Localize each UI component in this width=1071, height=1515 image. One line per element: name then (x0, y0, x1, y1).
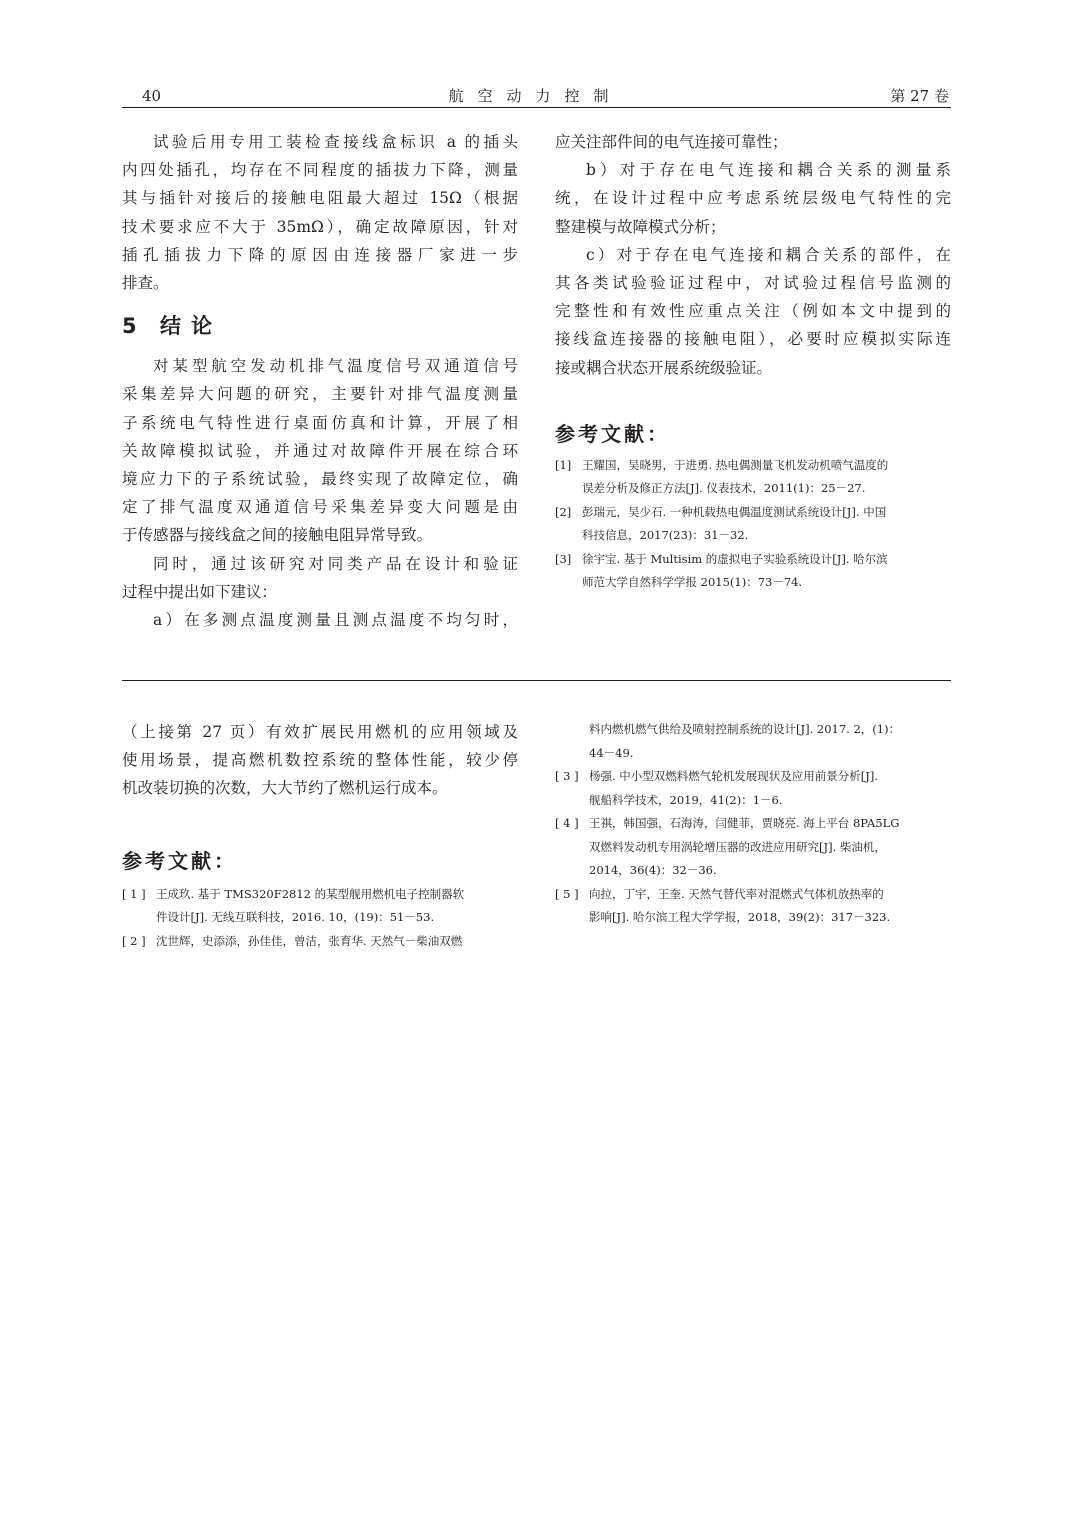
text-line: c）对于存在电气连接和耦合关系的部件，在 (586, 245, 951, 264)
article1-left-column (122, 128, 518, 634)
reference-text: 科技信息，2017(23)：31－32. (582, 528, 749, 543)
reference-item (122, 930, 518, 954)
text-line: （上接第 27 页）有效扩展民用燃机的应用领域及 (122, 723, 518, 741)
reference-item-continued (555, 718, 951, 765)
reference-text: 双燃料发动机专用涡轮增压器的改进应用研究[J]. 柴油机， (589, 839, 886, 854)
reference-item (555, 454, 951, 501)
volume-label: 第 27 卷 (890, 87, 949, 105)
journal-title: 航空动力控制 (448, 87, 623, 105)
reference-item (555, 501, 951, 548)
text-line: 其与插针对接后的接触电阻最大超过 15Ω（根据 (122, 189, 518, 208)
text-line: 插孔插拔力下降的原因由连接器厂家进一步 (122, 245, 518, 264)
text-line: 子系统电气特性进行桌面仿真和计算，开展了相 (122, 413, 518, 432)
text-line: 整建模与故障模式分析； (555, 217, 726, 236)
section-heading (122, 312, 518, 340)
page-number: 40 (142, 87, 162, 105)
reference-item (555, 765, 951, 812)
article2-left-column (122, 718, 518, 953)
paragraph-suggestions (122, 550, 518, 606)
reference-text: 2014，36(4)：32－36. (589, 863, 717, 877)
reference-text: 王祺，韩国强，石海涛，闫健菲，贾晓亮. 海上平台 8PA5LG (589, 816, 900, 830)
text-line: 完整性和有效性应重点关注（例如本文中提到的 (555, 302, 951, 321)
reference-text: 杨强. 中小型双燃料燃气轮机发展现状及应用前景分析[J]. (589, 769, 879, 783)
reference-list (555, 454, 951, 595)
text-line: 统，在设计过程中应考虑系统层级电气特性的完 (555, 189, 951, 208)
reference-text: 44－49. (589, 745, 634, 760)
reference-item (122, 883, 518, 930)
reference-number: [1] (555, 457, 572, 472)
reference-item (555, 883, 951, 930)
reference-list (122, 883, 518, 954)
text-line: 采集差异大问题的研究，主要针对排气温度测量 (122, 385, 518, 404)
text-line: 接线盒连接器的接触电阻），必要时应模拟实际连 (555, 330, 951, 349)
reference-number: [3] (555, 551, 572, 566)
text-line: 排查。 (122, 274, 169, 293)
reference-number: [ 1 ] (122, 886, 146, 901)
reference-text: 向拉，丁宇，王奎. 天然气替代率对混燃式气体机放热率的 (589, 886, 884, 901)
reference-text: 王耀国，吴晓男，于进勇. 热电偶测量飞机发动机喷气温度的 (582, 457, 889, 472)
text-line: 试验后用专用工装检查接线盒标识 a 的插头 (153, 133, 518, 151)
text-line: 定了排气温度双通道信号采集差异变大问题是由 (122, 498, 518, 517)
text-line: 接或耦合状态开展系统级验证。 (555, 358, 773, 377)
paragraph-continued (122, 718, 518, 803)
text-line: 关故障模拟试验，并通过对故障件开展在综合环 (122, 441, 518, 460)
reference-number: [ 3 ] (555, 769, 579, 783)
references-heading: 参考文献： (122, 848, 237, 873)
reference-text: 师范大学自然科学学报 2015(1)：73－74. (582, 575, 803, 590)
text-line: 其各类试验验证过程中，对试验过程信号监测的 (555, 274, 951, 293)
text-line: 同时，通过该研究对同类产品在设计和验证 (153, 554, 518, 573)
article-separator-rule (122, 680, 951, 681)
text-line: 技术要求应不大于 35mΩ），确定故障原因，针对 (122, 217, 518, 236)
reference-text: 件设计[J]. 无线互联科技，2016. 10，(19)：51－53. (156, 910, 435, 925)
reference-number: [ 5 ] (555, 886, 579, 901)
section-number: 5 (122, 314, 137, 339)
reference-text: 王成玖. 基于 TMS320F2812 的某型舰用燃机电子控制器软 (156, 886, 465, 901)
reference-text: 影响[J]. 哈尔滨工程大学学报，2018，39(2)：317－323. (589, 910, 891, 924)
list-item-b (555, 156, 951, 241)
reference-text: 徐宇宝. 基于 Multisim 的虚拟电子实验系统设计[J]. 哈尔滨 (582, 551, 888, 566)
list-item-c (555, 241, 951, 382)
list-item-a-continued: 应关注部件间的电气连接可靠性； (555, 133, 788, 151)
text-line: 使用场景，提高燃机数控系统的整体性能，较少停 (122, 751, 518, 770)
reference-text: 料内燃机燃气供给及喷射控制系统的设计[J]. 2017. 2，(1)： (589, 722, 901, 736)
text-line: 内四处插孔，均存在不同程度的插拔力下降，测量 (122, 161, 518, 180)
section-title: 结论 (160, 314, 222, 339)
reference-text: 沈世辉，史添添，孙佳佳，曾洁，张育华. 天然气－柴油双燃 (156, 933, 463, 948)
paragraph-test-result (122, 128, 518, 297)
article2-right-column (555, 718, 951, 930)
reference-text: 彭瑞元，吴少石. 一种机载热电偶温度测试系统设计[J]. 中国 (582, 504, 887, 519)
text-line: 境应力下的子系统试验，最终实现了故障定位，确 (122, 470, 518, 489)
header-rule (122, 107, 951, 108)
reference-number: [ 2 ] (122, 933, 146, 948)
list-item-a: a）在多测点温度测量且测点温度不均匀时， (153, 611, 518, 630)
reference-number: [ 4 ] (555, 816, 579, 830)
reference-item (555, 548, 951, 595)
reference-text: 舰船科学技术，2019，41(2)：1－6. (589, 792, 783, 807)
text-line: 过程中提出如下建议： (122, 582, 278, 601)
paragraph-conclusion (122, 352, 518, 549)
text-line: 对某型航空发动机排气温度信号双通道信号 (153, 357, 518, 376)
text-line: 机改装切换的次数，大大节约了燃机运行成本。 (122, 779, 448, 798)
reference-text: 误差分析及修正方法[J]. 仪表技术，2011(1)：25－27. (582, 481, 866, 496)
references-heading: 参考文献： (555, 421, 670, 446)
text-line: 于传感器与接线盒之间的接触电阻异常导致。 (122, 526, 433, 545)
text-line: b）对于存在电气连接和耦合关系的测量系 (586, 161, 951, 180)
reference-number: [2] (555, 504, 572, 519)
reference-item (555, 812, 951, 883)
article1-right-column (555, 128, 951, 595)
